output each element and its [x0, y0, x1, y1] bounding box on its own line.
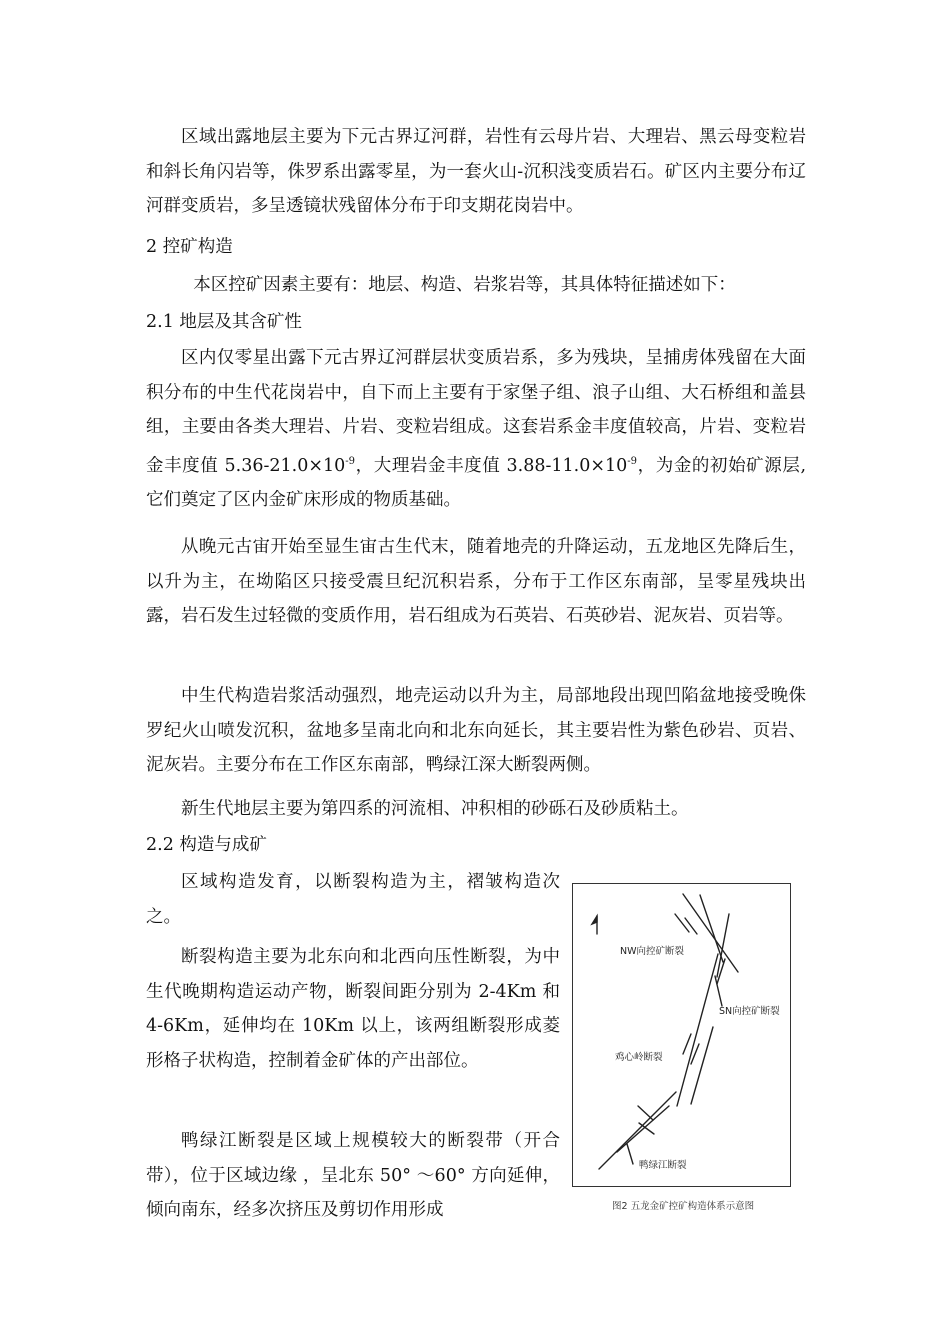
- section-heading-ore-control: 2 控矿构造: [146, 237, 233, 257]
- label-sn-fault: SN向控矿断裂: [719, 1006, 780, 1017]
- paragraph-yalu-river-fault: 鸭绿江断裂是区域上规模较大的断裂带（开合带），位于区域边缘 ，呈北东 50° ～60° 方向延伸，倾向南东，经多次挤压及剪切作用形成: [146, 1131, 560, 1220]
- label-jixinling-fault: 鸡心岭断裂: [615, 1052, 663, 1063]
- figure-caption: 图2 五龙金矿控矿构造体系示意图: [612, 1201, 755, 1212]
- superscript-exponent: -9: [345, 455, 356, 467]
- paragraph-liaohe-text-b: ，大理岩金丰度值 3.88-11.0×10: [355, 455, 628, 476]
- paragraph-cenozoic: 新生代地层主要为第四系的河流相、冲积相的砂砾石及砂质粘土。: [181, 799, 689, 819]
- north-arrow-head: [592, 916, 597, 924]
- nw-fault-line-1: [683, 894, 738, 972]
- fault-diagram: [573, 884, 792, 1188]
- shear-arrow: [638, 1106, 653, 1120]
- paragraph-late-proterozoic: 从晚元古宙开始至显生宙古生代末，随着地壳的升降运动，五龙地区先降后生，以升为主，在坳陷区只接受震旦纪沉积岩系，分布于工作区东南部，呈零星残块出露，岩石发生过轻微的变质作用，岩石组成为石英岩、石英砂岩、泥灰岩、页岩等。: [146, 537, 806, 626]
- shear-arrow: [675, 914, 689, 932]
- section-heading-strata-mineralization: 2.1 地层及其含矿性: [146, 312, 302, 332]
- nw-fault-line-2: [700, 895, 723, 962]
- superscript-exponent: -9: [627, 455, 638, 467]
- paragraph-regional-strata: 区域出露地层主要为下元古界辽河群，岩性有云母片岩、大理岩、黑云母变粒岩和斜长角闪岩等，侏罗系出露零星，为一套火山-沉积浅变质岩石。矿区内主要分布辽河群变质岩，多呈透镜状残留体分布于印支期花岗岩中。: [146, 127, 806, 216]
- label-yalu-fault: 鸭绿江断裂: [639, 1160, 687, 1171]
- section-heading-structure-mineralization: 2.2 构造与成矿: [146, 835, 267, 855]
- paragraph-liaohe-text-a: 区内仅零星出露下元古界辽河群层状变质岩系，多为残块，呈捕虏体残留在大面积分布的中生代花岗岩中，自下而上主要有于家堡子组、浪子山组、大石桥组和盖县组，主要由各类大理岩、片岩、变粒岩组成。这套岩系金丰度值较高，片岩、变粒岩金丰度值 5.36-21.0×10: [146, 348, 806, 476]
- paragraph-regional-structure: 区域构造发育，以断裂构造为主，褶皱构造次之。: [146, 872, 560, 927]
- paragraph-liaohe-group: [146, 341, 806, 517]
- paragraph-ore-factors: 本区控矿因素主要有：地层、构造、岩浆岩等，其具体特征描述如下：: [193, 275, 736, 295]
- label-nw-fault: NW向控矿断裂: [620, 946, 684, 957]
- shear-arrow: [683, 1034, 691, 1054]
- yalu-fault-line-2: [617, 1106, 669, 1152]
- shear-arrow: [639, 1123, 654, 1134]
- paragraph-liaohe-text-c: ，为金的初始矿源层,它们奠定了区内金矿床形成的物质基础。: [146, 455, 807, 510]
- paragraph-fault-structure: 断裂构造主要为北东向和北西向压性断裂，为中生代晚期构造运动产物，断裂间距分别为 2-4Km 和 4-6Km，延伸均在 10Km 以上，该两组断裂形成菱形格子状构造，控制着金矿体的产出部位。: [146, 947, 560, 1071]
- paragraph-mesozoic: 中生代构造岩浆活动强烈，地壳运动以升为主，局部地段出现凹陷盆地接受晚侏罗纪火山喷发沉积，盆地多呈南北向和北东向延长，其主要岩性为紫色砂岩、页岩、泥灰岩。主要分布在工作区东南部，鸭绿江深大断裂两侧。: [146, 686, 806, 775]
- structure-figure: [572, 883, 791, 1187]
- shear-arrow: [627, 1144, 633, 1164]
- sn-fault-line: [691, 1027, 713, 1104]
- shear-arrow: [685, 918, 697, 934]
